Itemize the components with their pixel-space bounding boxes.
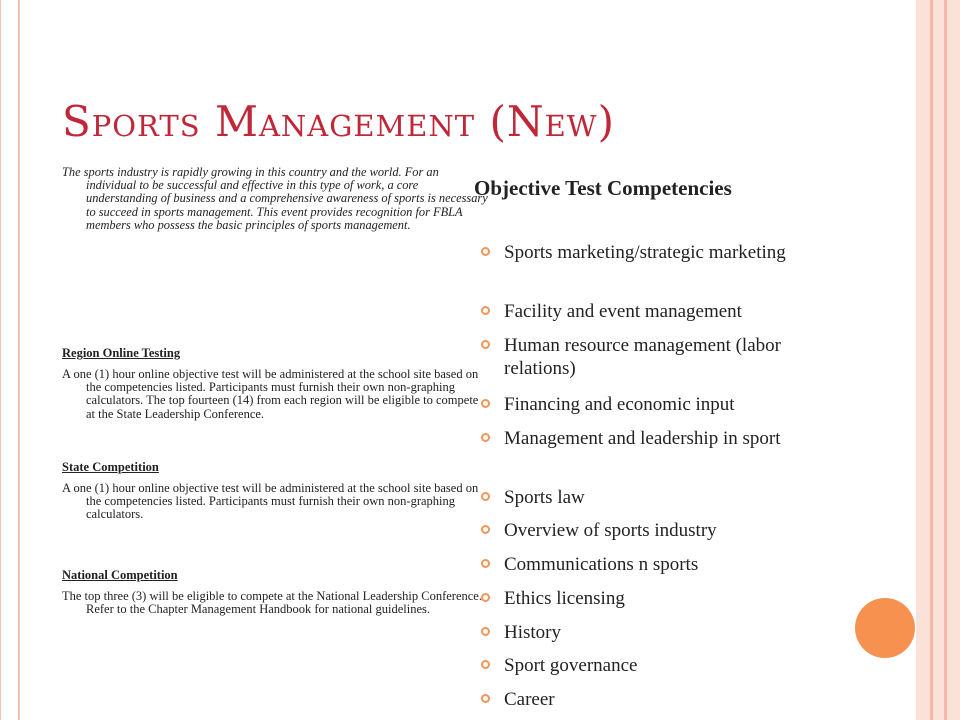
competency-label: Financing and economic input xyxy=(504,394,735,415)
competency-label: Career xyxy=(504,689,555,710)
right-frame-border xyxy=(916,0,960,720)
competency-label: Overview of sports industry xyxy=(504,520,717,541)
section-body-national: The top three (3) will be eligible to compete at the National Leadership Conference. Refer to the Chapter Management Handbook for national guidelines. xyxy=(62,589,482,617)
competency-item xyxy=(481,553,841,576)
bullet-icon xyxy=(481,306,490,315)
bullet-icon xyxy=(481,694,490,703)
section-body-state: A one (1) hour online objective test will be administered at the school site based on the competencies listed. Participants must furnish their own non-graphing calculators. xyxy=(62,481,479,522)
intro-text: The sports industry is rapidly growing in this country and the world. For an individual to be successful and effective in this type of work, a core understanding of business and a comprehensive awareness of sports is necessary to succeed in sports management. This event provides recognition for FBLA members who possess the basic principles of sports management. xyxy=(62,165,488,232)
competency-label: History xyxy=(504,622,561,643)
section-heading-national: National Competition xyxy=(62,568,178,582)
competency-label: Management and leadership in sport xyxy=(504,428,781,449)
bullet-icon xyxy=(481,492,490,501)
competency-item xyxy=(481,300,841,323)
competency-item xyxy=(481,427,841,450)
competency-label: Human resource management (labor relations) xyxy=(504,335,781,379)
competency-item xyxy=(481,486,841,509)
competency-item xyxy=(481,519,841,542)
competency-item xyxy=(481,393,841,416)
competency-item xyxy=(481,688,841,711)
competency-item xyxy=(481,587,841,610)
bullet-icon xyxy=(481,593,490,602)
competency-label: Sports law xyxy=(504,487,585,508)
competency-label: Sports marketing/strategic marketing xyxy=(504,242,786,263)
section-body-region: A one (1) hour online objective test will be administered at the school site based on the competencies listed. Participants must furnish their own non-graphing calculators. The top fourteen (14) from each region will be eligible to compete at the State Leadership Conference. xyxy=(62,367,479,421)
bullet-icon xyxy=(481,399,490,408)
left-frame-border xyxy=(0,0,20,720)
frame-stripe xyxy=(944,0,947,720)
competency-item xyxy=(481,621,841,644)
competency-label: Facility and event management xyxy=(504,301,742,322)
competency-label: Communications n sports xyxy=(504,554,699,575)
section-heading-region: Region Online Testing xyxy=(62,346,181,360)
competency-item xyxy=(481,654,841,677)
section-heading-state: State Competition xyxy=(62,460,159,474)
competency-label: Ethics licensing xyxy=(504,588,625,609)
accent-circle xyxy=(855,598,915,658)
bullet-icon xyxy=(481,559,490,568)
competency-item xyxy=(481,334,841,380)
objective-title: Objective Test Competencies xyxy=(474,176,732,200)
frame-stripe xyxy=(930,0,933,720)
bullet-icon xyxy=(481,525,490,534)
bullet-icon xyxy=(481,660,490,669)
competency-label: Sport governance xyxy=(504,655,638,676)
competency-item xyxy=(481,241,841,264)
slide-title: Sports Management (New) xyxy=(62,97,615,146)
bullet-icon xyxy=(481,433,490,442)
bullet-icon xyxy=(481,627,490,636)
bullet-icon xyxy=(481,340,490,349)
bullet-icon xyxy=(481,247,490,256)
